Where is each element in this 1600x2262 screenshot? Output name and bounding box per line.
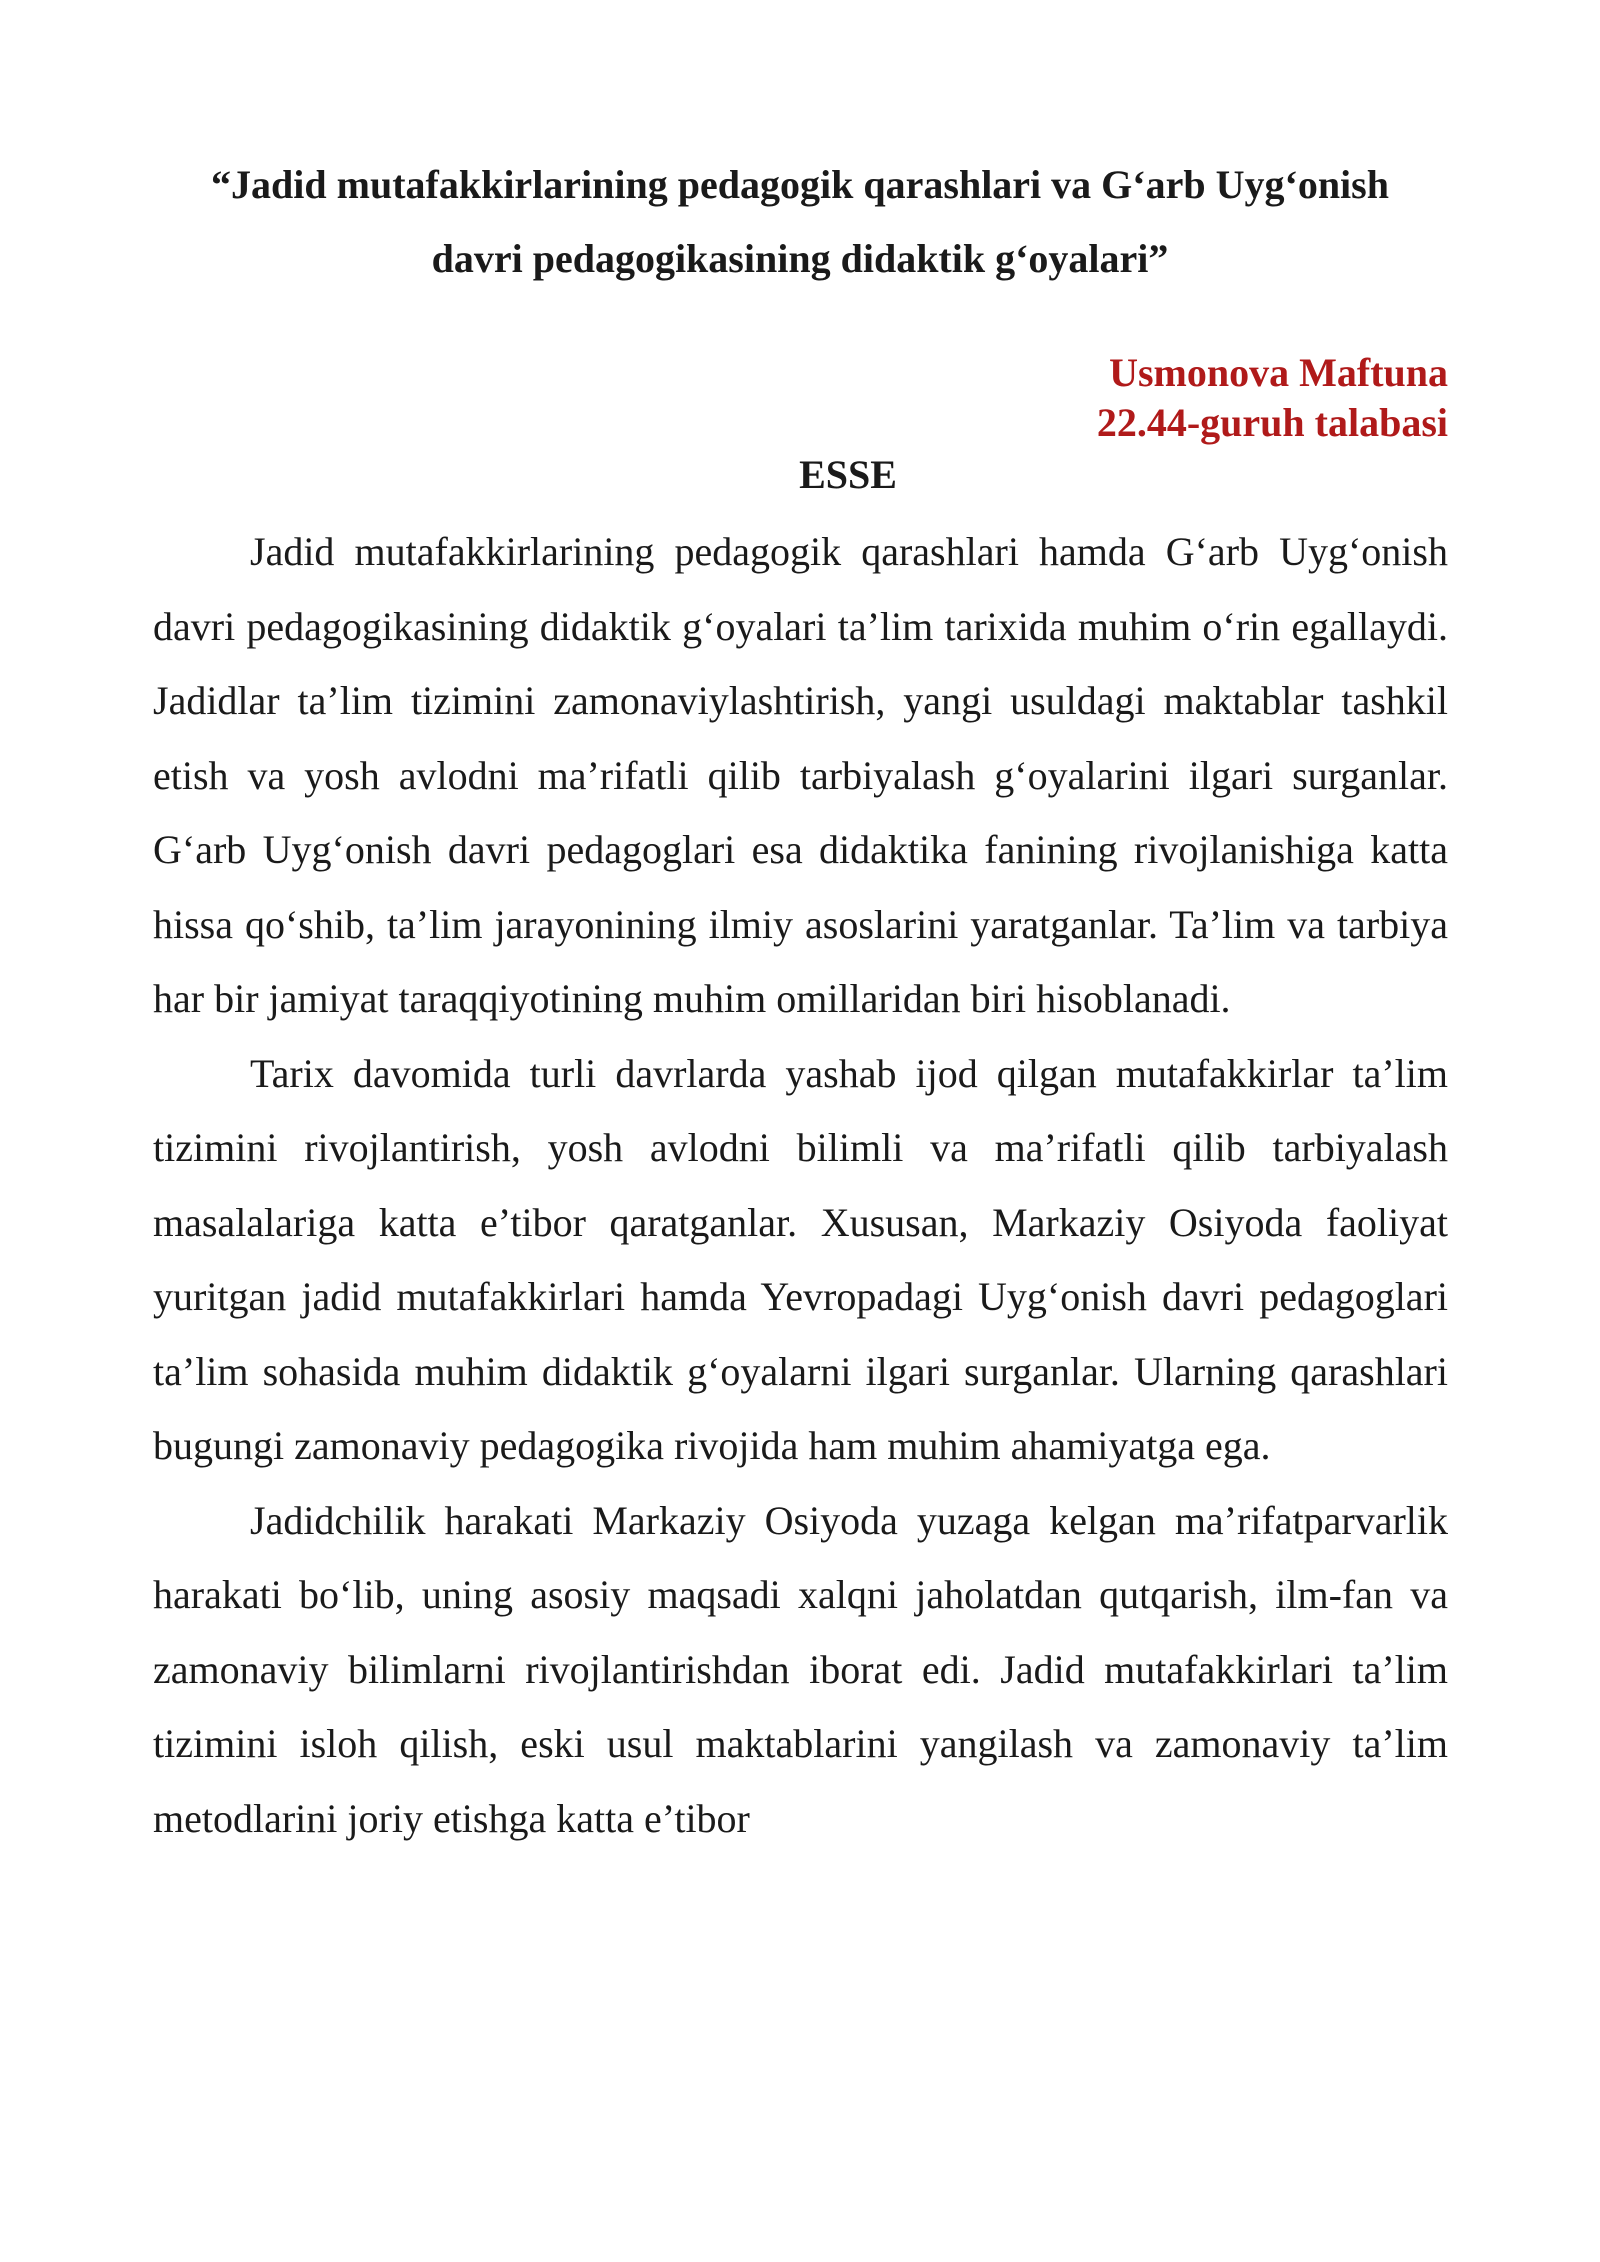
essay-title [120,148,1480,296]
title-line-1: “Jadid mutafakkirlarining pedagogik qarashlari va G‘arb Uyg‘onish [211,162,1389,207]
section-heading: ESSE [799,452,897,497]
author-block [1097,348,1448,448]
paragraph-3: Jadidchilik harakati Markaziy Osiyoda yuzaga kelgan ma’rifatparvarlik harakati bo‘lib, uning asosiy maqsadi xalqni jaholatdan qutqarish, ilm-fan va zamonaviy bilimlarni rivojlantirishdan iborat edi. Jadid mutafakkirlari ta’lim tizimini isloh qilish, eski usul maktablarini yangilash va zamonaviy ta’lim metodlarini joriy etishga katta e’tibor [153,1497,1448,1841]
title-line-2: davri pedagogikasining didaktik g‘oyalari” [431,236,1169,281]
essay-body [153,515,1448,1856]
author-name: Usmonova Maftuna [1109,350,1448,395]
author-group: 22.44-guruh talabasi [1096,400,1448,445]
paragraph-1: Jadid mutafakkirlarining pedagogik qarashlari hamda G‘arb Uyg‘onish davri pedagogikasining didaktik g‘oyalari ta’lim tarixida muhim o‘rin egallaydi. Jadidlar ta’lim tizimini zamonaviylashtirish, yangi usuldagi maktablar tashkil etish va yosh avlodni ma’rifatli qilib tarbiyalash g‘oyalarini ilgari surganlar. G‘arb Uyg‘onish davri pedagoglari esa didaktika fanining rivojlanishiga katta hissa qo‘shib, ta’lim jarayonining ilmiy asoslarini yaratganlar. Ta’lim va tarbiya har bir jamiyat taraqqiyotining muhim omillaridan biri hisoblanadi. [153,529,1448,1021]
paragraph-2: Tarix davomida turli davrlarda yashab ijod qilgan mutafakkirlar ta’lim tizimini rivojlantirish, yosh avlodni bilimli va ma’rifatli qilib tarbiyalash masalalariga katta e’tibor qaratganlar. Xususan, Markaziy Osiyoda faoliyat yuritgan jadid mutafakkirlari hamda Yevropadagi Uyg‘onish davri pedagoglari ta’lim sohasida muhim didaktik g‘oyalarni ilgari surganlar. Ularning qarashlari bugungi zamonaviy pedagogika rivojida ham muhim ahamiyatga ega. [153,1050,1448,1468]
